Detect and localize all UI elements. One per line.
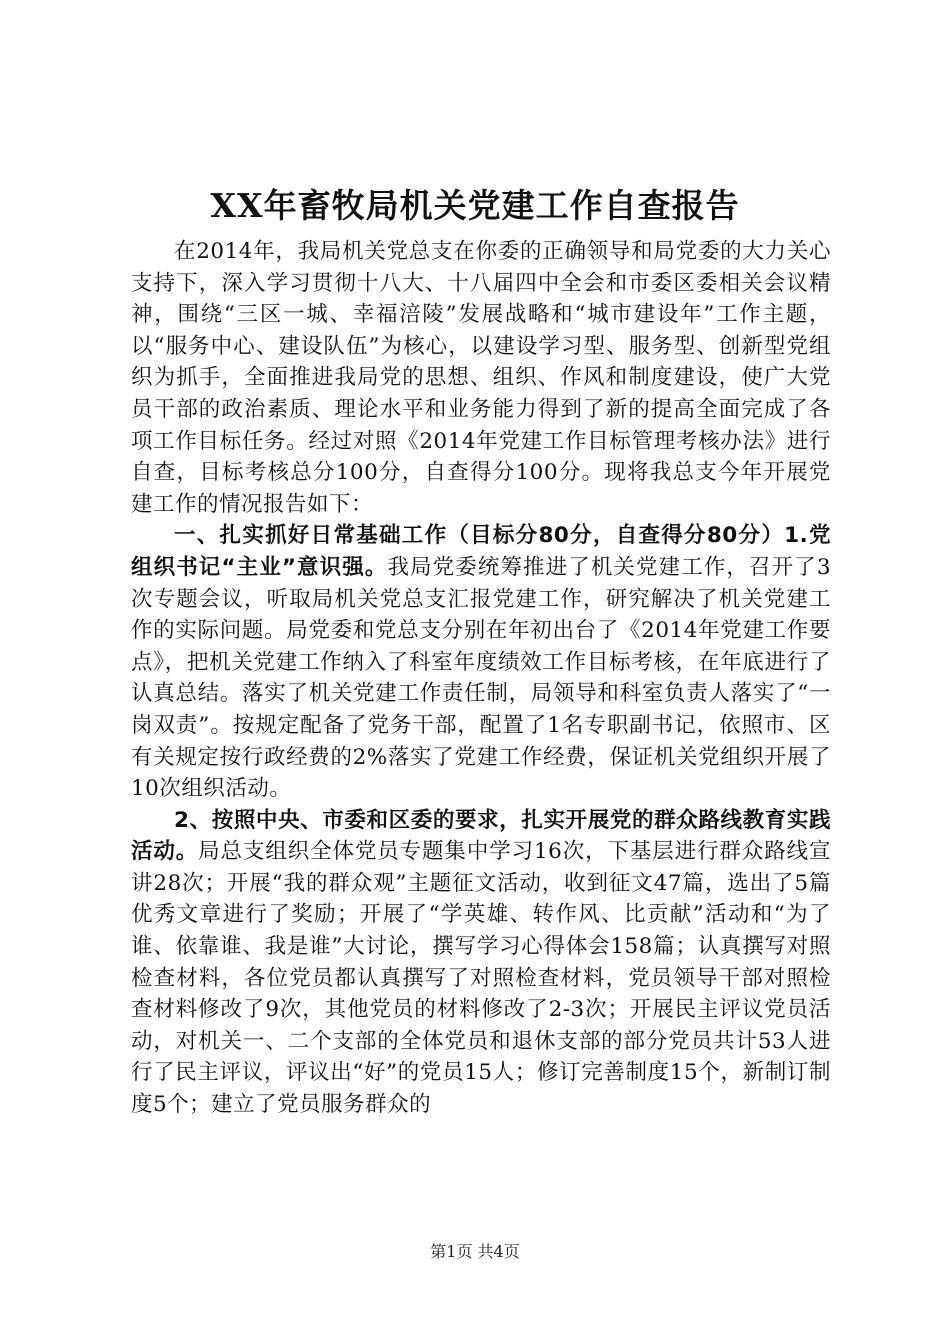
paragraph-section-1: [131, 520, 831, 804]
section-2-heading: 2、按照中央、市委和区委的要求，扎实开展党的群众路线教育实践活动。: [131, 807, 831, 865]
section-2-text: 局总支组织全体党员专题集中学习16次，下基层进行群众路线宣讲28次；开展“我的群众观”主题征文活动，收到征文47篇，选出了5篇优秀文章进行了奖励；开展了“学英雄、转作风、比贡献”活动和“为了谁、依靠谁、我是谁”大讨论，撰写学习心得体会158篇；认真撰写对照检查材料，各位党员都认真撰写了对照检查材料，党员领导干部对照检查材料修改了9次，其他党员的材料修改了2-3次；开展民主评议党员活动，对机关一、二个支部的全体党员和退休支部的部分党员共计53人进行了民主评议，评议出“好”的党员15人；修订完善制度15个，新制订制度5个；建立了党员服务群众的: [131, 839, 831, 1118]
document-body: [131, 236, 831, 1121]
paragraph-intro-text: 在2014年，我局机关党总支在你委的正确领导和局党委的大力关心支持下，深入学习贯彻十八大、十八届四中全会和市委区委相关会议精神，围绕“三区一城、幸福涪陵”发展战略和“城市建设年”工作主题，以“服务中心、建设队伍”为核心，以建设学习型、服务型、创新型党组织为抓手，全面推进我局党的思想、组织、作风和制度建设，使广大党员干部的政治素质、理论水平和业务能力得到了新的提高全面完成了各项工作目标任务。经过对照《2014年党建工作目标管理考核办法》进行自查，目标考核总分100分，自查得分100分。现将我总支今年开展党建工作的情况报告如下：: [131, 239, 831, 517]
section-1-text: 我局党委统筹推进了机关党建工作，召开了3次专题会议，听取局机关党总支汇报党建工作，研究解决了机关党建工作的实际问题。局党委和党总支分别在年初出台了《2014年党建工作要点》，把机关党建工作纳入了科室年度绩效工作目标考核，在年底进行了认真总结。落实了机关党建工作责任制，局领导和科室负责人落实了“一岗双责”。按规定配备了党务干部，配置了1名专职副书记，依照市、区有关规定按行政经费的2%落实了党建工作经费，保证机关党组织开展了10次组织活动。: [131, 554, 832, 802]
paragraph-intro: [131, 236, 831, 520]
page-number-footer: 第1页 共4页: [430, 1242, 520, 1261]
section-1-heading: 一、扎实抓好日常基础工作（目标分80分，自查得分80分）1.党组织书记“主业”意识强。: [131, 523, 831, 580]
paragraph-section-2: [131, 805, 831, 1121]
document-title: XX年畜牧局机关党建工作自查报告: [210, 186, 740, 225]
